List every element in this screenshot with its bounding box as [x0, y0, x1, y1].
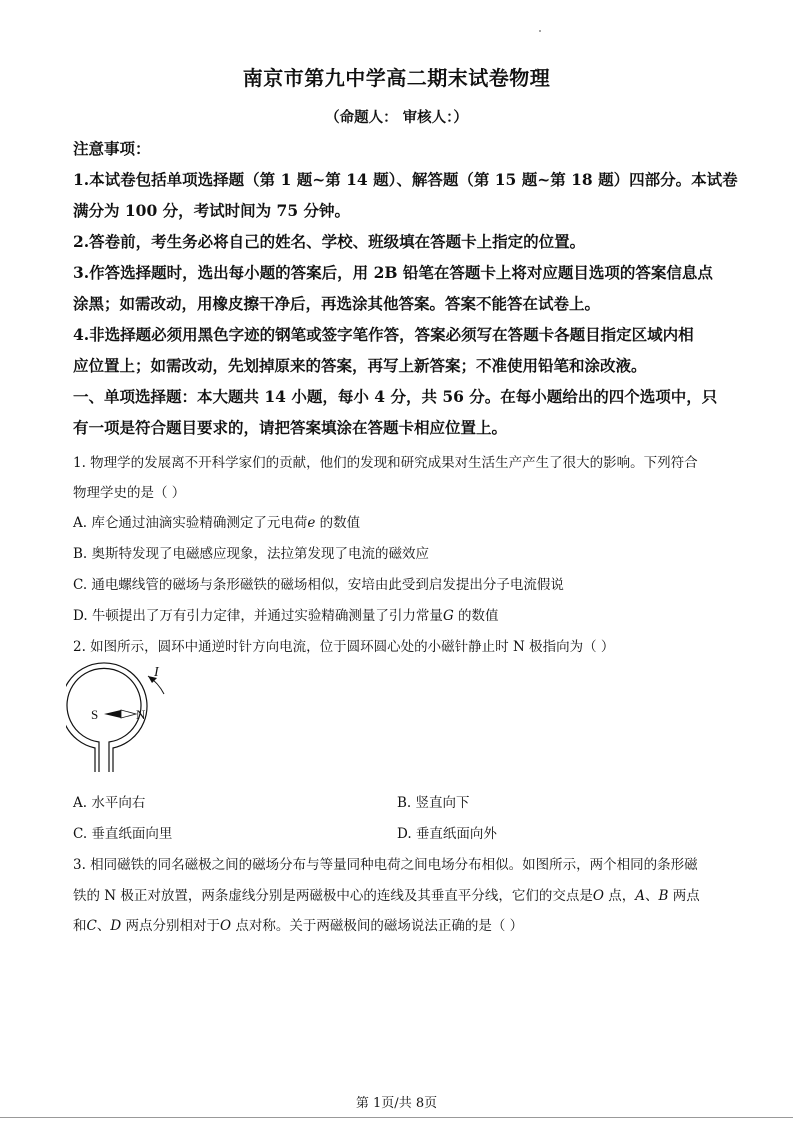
q3-sep-1: 、 [645, 888, 659, 904]
q3-line2-text: 铁的 N 极正对放置，两条虚线分别是两磁极中心的连线及其垂直平分线，它们的交点是 [73, 888, 593, 904]
q2-option-c: C. 垂直纸面向里 [73, 826, 173, 842]
var-O: O [592, 888, 604, 904]
note-line-4: 3.作答选择题时，选出每小题的答案后，用 2B 铅笔在答题卡上将对应题目选项的答案信息点 [73, 263, 713, 282]
q3-line3-head: 和 [73, 918, 87, 934]
q1-option-a [73, 514, 360, 532]
note-line-1: 1.本试卷包括单项选择题（第 1 题~第 14 题）、解答题（第 15 题~第 18 题）四部分。本试卷 [73, 170, 738, 189]
page-number: 第 1页/共 8页 [355, 1096, 438, 1111]
q2-ring-figure [66, 662, 176, 777]
q2-option-a: A. 水平向右 [73, 795, 146, 811]
note-line-6: 4.非选择题必须用黑色字迹的钢笔或签字笔作答，答案必须写在答题卡各题目指定区域内相 [73, 325, 694, 344]
q3-line2-tail: 两点 [668, 888, 700, 904]
q1-option-d-text: D. 牛顿提出了万有引力定律，并通过实验精确测量了引力常量 [73, 608, 443, 624]
note-line-7: 应位置上；如需改动，先划掉原来的答案，再写上新答案；不准使用铅笔和涂改液。 [73, 356, 647, 375]
q1-option-d-tail: 的数值 [453, 608, 499, 624]
q1-stem-line-1: 1. 物理学的发展离不开科学家们的贡献，他们的发现和研究成果对生活生产产生了很大的影响。下列符合 [73, 455, 698, 471]
q1-option-b: B. 奥斯特发现了电磁感应现象，法拉第发现了电流的磁效应 [73, 546, 430, 562]
note-line-2: 满分为 100 分，考试时间为 75 分钟。 [73, 201, 351, 220]
note-line-5: 涂黑；如需改动，用橡皮擦干净后，再选涂其他答案。答案不能答在试卷上。 [73, 294, 601, 313]
exam-title: 南京市第九中学高二期末试卷物理 [242, 66, 551, 90]
q3-sep-2: 、 [96, 918, 111, 934]
var-e: e [307, 515, 316, 531]
var-C: C [86, 918, 97, 934]
q3-stem-line-3 [73, 917, 523, 935]
bottom-divider [0, 1117, 793, 1118]
stray-dot [539, 30, 541, 32]
q3-line3-tail: 点对称。关于两磁极间的磁场说法正确的是（ ） [231, 918, 524, 934]
south-pole-label: S [91, 707, 99, 722]
q1-option-d [73, 607, 499, 625]
needle-south-half [121, 710, 136, 718]
var-G: G [442, 608, 454, 624]
note-line-3: 2.答卷前，考生务必将自己的姓名、学校、班级填在答题卡上指定的位置。 [73, 232, 586, 251]
q3-line2-point: 点， [603, 888, 636, 904]
q1-option-c: C. 通电螺线管的磁场与条形磁铁的磁场相似，安培由此受到启发提出分子电流假说 [73, 577, 564, 593]
q3-stem-line-1: 3. 相同磁铁的同名磁极之间的磁场分布与等量同种电荷之间电场分布相似。如图所示，两个相同的条形磁 [73, 857, 698, 873]
north-pole-label: N [136, 707, 146, 722]
exam-subtitle: （命题人： 审核人：） [325, 109, 468, 126]
q3-stem-line-2 [73, 887, 700, 905]
notes-heading: 注意事项： [73, 139, 151, 158]
section-1-heading-line-1: 一、单项选择题：本大题共 14 小题，每小 4 分，共 56 分。在每小题给出的四个选项中，只 [73, 387, 718, 406]
section-1-heading-line-2: 有一项是符合题目要求的，请把答案填涂在答题卡相应位置上。 [73, 418, 508, 437]
var-A: A [635, 888, 646, 904]
var-D: D [110, 918, 122, 934]
q3-line3-text: 两点分别相对于 [121, 918, 220, 934]
q1-option-a-tail: 的数值 [315, 515, 361, 531]
q2-option-b: B. 竖直向下 [397, 795, 470, 811]
q1-option-a-text: A. 库仑通过油滴实验精确测定了元电荷 [73, 515, 308, 531]
q2-stem: 2. 如图所示，圆环中通逆时针方向电流，位于圆环圆心处的小磁针静止时 N 极指向为（ ） [73, 639, 615, 655]
var-B: B [658, 888, 669, 904]
needle-north-half [104, 710, 121, 718]
current-label: I [154, 665, 159, 680]
q1-stem-line-2: 物理学史的是（ ） [73, 485, 186, 501]
var-O-2: O [219, 918, 232, 934]
ring-inner-wire [67, 668, 141, 772]
q2-option-d: D. 垂直纸面向外 [397, 826, 497, 842]
